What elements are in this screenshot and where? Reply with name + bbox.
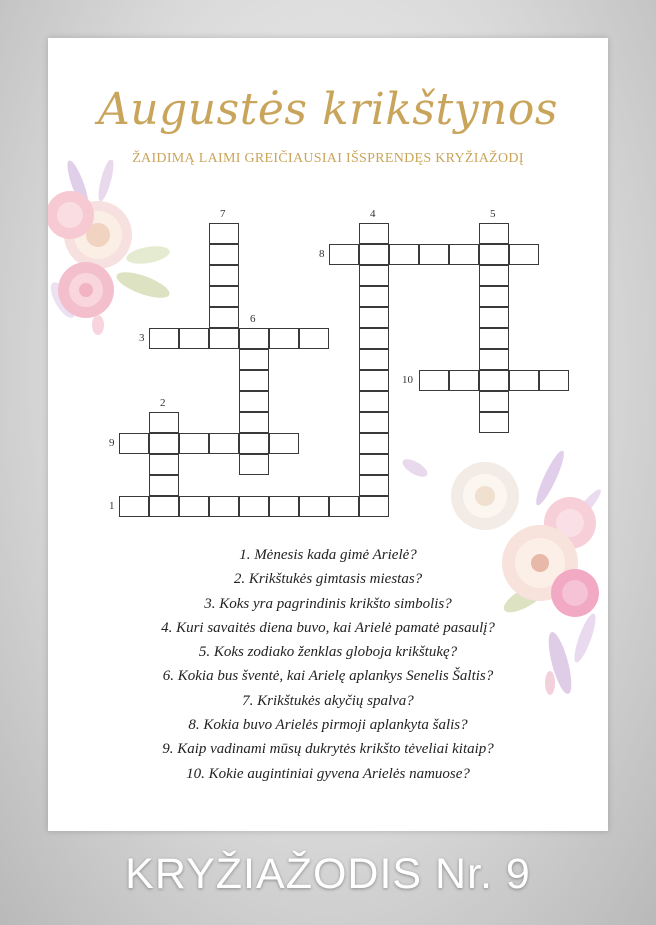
- crossword-cell[interactable]: [209, 307, 239, 328]
- page-subtitle: ŽAIDIMĄ LAIMI GREIČIAUSIAI IŠSPRENDĘS KRYŽIAŽODĮ: [132, 151, 524, 166]
- crossword-cell[interactable]: [449, 370, 479, 391]
- clue-item: 7. Krikštukės akyčių spalva?: [242, 692, 414, 709]
- crossword-cell[interactable]: [359, 391, 389, 412]
- clue-item: 3. Koks yra pagrindinis krikšto simbolis?: [204, 595, 452, 612]
- crossword-cell[interactable]: [509, 370, 539, 391]
- crossword-cell[interactable]: [479, 223, 509, 244]
- clue-number-label: 6: [250, 313, 256, 325]
- crossword-cell[interactable]: [359, 286, 389, 307]
- crossword-cell[interactable]: [449, 244, 479, 265]
- crossword-cell[interactable]: [269, 433, 299, 454]
- crossword-cell[interactable]: [359, 433, 389, 454]
- crossword-cell[interactable]: [149, 475, 179, 496]
- crossword-cell[interactable]: [209, 244, 239, 265]
- footer-caption: KRYŽIAŽODIS Nr. 9: [125, 850, 531, 898]
- crossword-cell[interactable]: [239, 433, 269, 454]
- crossword-cell[interactable]: [359, 223, 389, 244]
- crossword-cell[interactable]: [239, 328, 269, 349]
- crossword-cell[interactable]: [179, 496, 209, 517]
- clue-number-label: 2: [160, 397, 166, 409]
- crossword-cell[interactable]: [359, 244, 389, 265]
- crossword-cell[interactable]: [239, 412, 269, 433]
- crossword-cell[interactable]: [269, 496, 299, 517]
- crossword-cell[interactable]: [239, 370, 269, 391]
- crossword-cell[interactable]: [239, 349, 269, 370]
- crossword-cell[interactable]: [209, 286, 239, 307]
- page-title: Augustės krikštynos: [98, 84, 558, 135]
- crossword-cell[interactable]: [359, 496, 389, 517]
- clue-item: 6. Kokia bus šventė, kai Arielę aplankys Senelis Šaltis?: [162, 668, 494, 685]
- crossword-cell[interactable]: [329, 496, 359, 517]
- clue-number-label: 9: [109, 437, 115, 449]
- crossword-cell[interactable]: [239, 496, 269, 517]
- crossword-cell[interactable]: [209, 433, 239, 454]
- crossword-cell[interactable]: [359, 307, 389, 328]
- clue-number-label: 1: [109, 500, 115, 512]
- clue-item: 9. Kaip vadinami mūsų dukrytės krikšto tėveliai kitaip?: [162, 741, 494, 758]
- clue-item: 1. Mėnesis kada gimė Arielė?: [239, 547, 417, 563]
- crossword-cell[interactable]: [149, 454, 179, 475]
- clue-number-label: 8: [319, 248, 325, 260]
- crossword-cell[interactable]: [479, 328, 509, 349]
- crossword-cell[interactable]: [359, 475, 389, 496]
- crossword-cell[interactable]: [419, 370, 449, 391]
- crossword-cell[interactable]: [269, 328, 299, 349]
- crossword-cell[interactable]: [149, 433, 179, 454]
- crossword-cell[interactable]: [239, 391, 269, 412]
- crossword-cell[interactable]: [389, 244, 419, 265]
- crossword-cell[interactable]: [119, 496, 149, 517]
- crossword-cell[interactable]: [479, 391, 509, 412]
- clue-item: 5. Koks zodiako ženklas globoja krikštukę?: [198, 644, 458, 661]
- crossword-cell[interactable]: [149, 496, 179, 517]
- crossword-cell[interactable]: [119, 433, 149, 454]
- crossword-cell[interactable]: [209, 223, 239, 244]
- crossword-cell[interactable]: [479, 265, 509, 286]
- crossword-cell[interactable]: [179, 328, 209, 349]
- clue-item: 2. Krikštukės gimtasis miestas?: [233, 571, 423, 588]
- clue-item: 10. Kokie augintiniai gyvena Arielės namuose?: [186, 765, 470, 782]
- clue-list: [0, 543, 656, 786]
- flower-bouquet-top-left: [48, 160, 178, 350]
- clue-number-label: 7: [220, 208, 226, 220]
- crossword-cell[interactable]: [479, 349, 509, 370]
- crossword-cell[interactable]: [329, 244, 359, 265]
- crossword-cell[interactable]: [209, 496, 239, 517]
- crossword-cell[interactable]: [419, 244, 449, 265]
- clue-number-label: 4: [370, 208, 376, 220]
- crossword-cell[interactable]: [209, 265, 239, 286]
- crossword-cell[interactable]: [479, 307, 509, 328]
- crossword-cell[interactable]: [239, 454, 269, 475]
- crossword-cell[interactable]: [479, 286, 509, 307]
- crossword-cell[interactable]: [299, 328, 329, 349]
- crossword-cell[interactable]: [359, 265, 389, 286]
- crossword-cell[interactable]: [359, 349, 389, 370]
- crossword-cell[interactable]: [149, 328, 179, 349]
- crossword-cell[interactable]: [359, 412, 389, 433]
- crossword-cell[interactable]: [359, 328, 389, 349]
- crossword-cell[interactable]: [299, 496, 329, 517]
- crossword-cell[interactable]: [149, 412, 179, 433]
- crossword-cell[interactable]: [479, 370, 509, 391]
- crossword-cell[interactable]: [539, 370, 569, 391]
- crossword-cell[interactable]: [359, 370, 389, 391]
- clue-item: 4. Kuri savaitės diena buvo, kai Arielė pamatė pasaulį?: [161, 619, 495, 636]
- crossword-cell[interactable]: [179, 433, 209, 454]
- crossword-cell[interactable]: [479, 244, 509, 265]
- clue-number-label: 10: [402, 374, 413, 386]
- clue-number-label: 5: [490, 208, 496, 220]
- clue-number-label: 3: [139, 332, 145, 344]
- crossword-cell[interactable]: [209, 328, 239, 349]
- crossword-cell[interactable]: [479, 412, 509, 433]
- clue-item: 8. Kokia buvo Arielės pirmoji aplankyta šalis?: [188, 717, 468, 734]
- crossword-cell[interactable]: [509, 244, 539, 265]
- crossword-cell[interactable]: [359, 454, 389, 475]
